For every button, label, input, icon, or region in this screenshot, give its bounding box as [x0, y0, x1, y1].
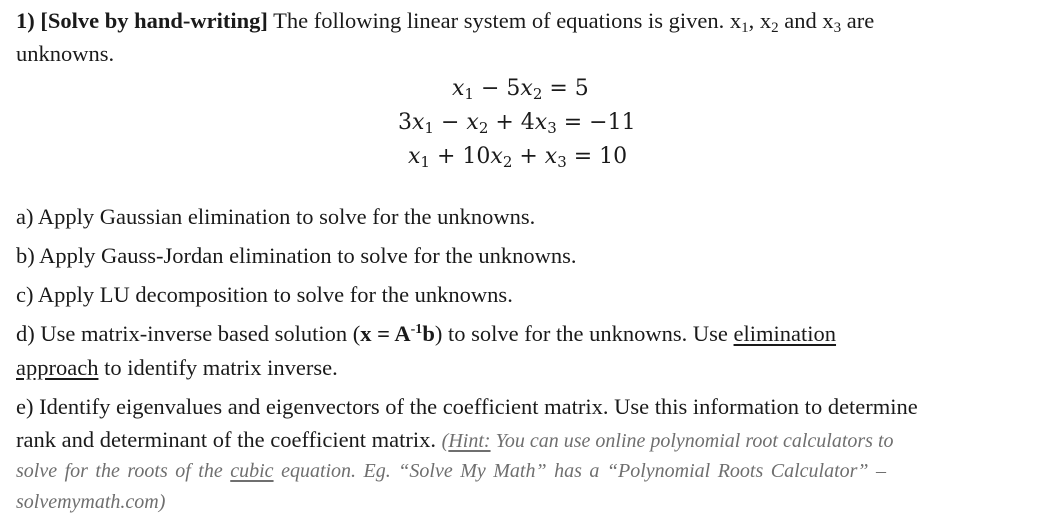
approach-underlined: approach [16, 355, 99, 380]
part-d-formula-b: b [422, 321, 435, 346]
var-x2: x [759, 8, 772, 33]
comma: , [748, 8, 760, 33]
eq1-sub1: 1 [464, 85, 474, 103]
part-d-line2 [16, 357, 338, 380]
part-e-line2 [16, 429, 894, 452]
part-e-line1: e) Identify eigenvalues and eigenvectors of the coefficient matrix. Use this information to determine [16, 394, 918, 419]
var-x1-subscript: 1 [741, 20, 749, 36]
problem-number: 1) [16, 8, 35, 33]
equation-3 [408, 146, 627, 170]
eq2-plus4: + 4 [488, 110, 535, 135]
eq3-sub2: 2 [502, 153, 513, 171]
eq1-minus5: − 5 [473, 76, 521, 101]
eq1-rhs: = 5 [542, 76, 589, 101]
equation-1 [452, 78, 589, 102]
eq2-sub2: 2 [478, 119, 489, 137]
hint-text-2b: equation. Eg. “Solve My Math” has a “Polynomial Roots Calculator” – [273, 460, 887, 482]
eq2-coef3: 3 [398, 110, 412, 135]
problem-tag: [Solve by hand-writing] [40, 8, 268, 33]
var-x3-subscript: 3 [833, 20, 842, 36]
part-e-text: rank and determinant of the coefficient matrix. [16, 427, 442, 452]
part-b: b) Apply Gauss-Jordan elimination to solve for the unknowns. [16, 243, 577, 268]
hint-text-2a: solve for the roots of the [16, 460, 231, 482]
hint-cubic: cubic [230, 460, 274, 482]
hint-text-1: You can use online polynomial root calculators to [490, 430, 894, 452]
and-text: and [778, 8, 823, 33]
hint-line-2 [16, 461, 886, 481]
elimination-underlined: elimination [733, 321, 837, 346]
eq3-sub1: 1 [420, 153, 430, 171]
eq2-sub3: 3 [547, 119, 557, 137]
eq2-sub1: 1 [424, 119, 434, 137]
part-d-line1 [16, 323, 836, 346]
part-c: c) Apply LU decomposition to solve for the unknowns. [16, 282, 513, 307]
eq1-sub2: 2 [532, 85, 543, 103]
hint-line-3: solvemymath.com) [16, 491, 166, 513]
eq3-plus10: + 10 [429, 144, 491, 169]
eq3-sub3: 3 [557, 153, 567, 171]
part-d-tail: to identify matrix inverse. [98, 355, 338, 380]
eq3-plus: + [512, 144, 545, 169]
part-d-text: d) Use matrix-inverse based solution ( [16, 321, 361, 346]
eq1-x2: x [520, 76, 533, 101]
are-text: are [841, 8, 875, 33]
part-d-formula: x = A [360, 321, 411, 346]
intro-text: The following linear system of equations is given. [267, 8, 730, 33]
part-d-text-2: ) to solve for the unknowns. Use [434, 321, 734, 346]
eq3-x2: x [490, 144, 503, 169]
eq2-x3: x [534, 110, 548, 135]
eq3-rhs: = 10 [566, 144, 628, 169]
hint-label: Hint: [448, 430, 491, 452]
equation-2 [398, 112, 636, 136]
intro-continued: unknowns. [16, 41, 115, 66]
eq2-x2: x [466, 110, 479, 135]
var-x2-subscript: 2 [771, 20, 779, 36]
hint-open: ( [441, 430, 449, 452]
eq2-x1: x [412, 110, 425, 135]
problem-header-line [16, 10, 874, 36]
part-a: a) Apply Gaussian elimination to solve for the unknowns. [16, 204, 536, 229]
eq3-x1: x [408, 144, 421, 169]
eq2-rhs: = −11 [556, 110, 636, 135]
var-x1: x [729, 8, 742, 33]
part-d-formula-sup: -1 [410, 322, 423, 337]
var-x3: x [822, 8, 834, 33]
eq1-x1: x [452, 76, 465, 101]
eq2-minus: − [433, 110, 467, 135]
eq3-x3: x [544, 144, 558, 169]
